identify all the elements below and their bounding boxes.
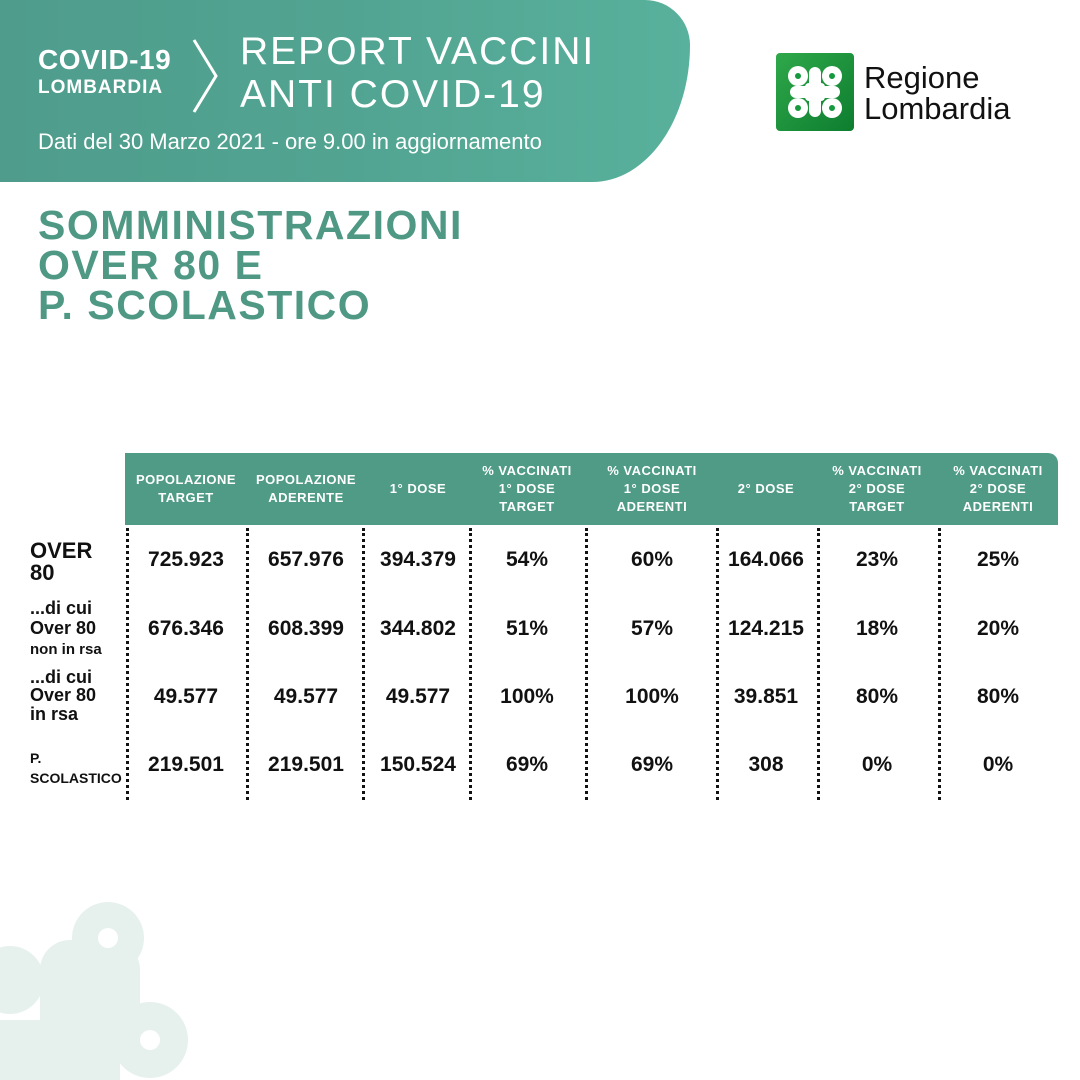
brand-covid-19: COVID-19	[38, 44, 172, 75]
table-cell: 124.215	[728, 617, 804, 640]
column-header-line: POPOLAZIONE	[135, 472, 237, 487]
table-cell: 0%	[982, 753, 1014, 776]
table-cell: 57%	[630, 617, 674, 640]
table-cell: 100%	[625, 685, 679, 708]
table-cell: 51%	[505, 617, 549, 640]
rosa-camuna-icon	[776, 53, 854, 131]
row-label: SCOLASTICO	[30, 770, 122, 786]
row-label: OVER	[30, 538, 93, 563]
table-cell: 219.501	[268, 753, 344, 776]
table-cell: 69%	[505, 753, 549, 776]
row-label: in rsa	[30, 704, 79, 724]
table-cell: 18%	[855, 617, 899, 640]
column-header-line: % VACCINATI	[482, 463, 572, 478]
table-cell: 308	[748, 753, 784, 776]
column-header-line: % VACCINATI	[607, 463, 697, 478]
row-label: P.	[30, 750, 42, 766]
column-header-line: 2° DOSE	[848, 481, 906, 496]
column-header	[247, 453, 365, 525]
row-label: ...di cui	[30, 667, 93, 687]
table-cell: 725.923	[148, 548, 224, 571]
row-label: Over 80	[30, 685, 97, 705]
row-label: ...di cui	[30, 598, 93, 618]
column-header-line: 1° DOSE	[389, 481, 447, 496]
column-header-line: % VACCINATI	[832, 463, 922, 478]
table-cell: 219.501	[148, 753, 224, 776]
column-header-line: POPOLAZIONE	[255, 472, 357, 487]
table-cell: 657.976	[268, 548, 344, 571]
header-banner	[0, 0, 690, 182]
column-divider	[938, 528, 941, 800]
logo-text-regione: Regione	[864, 60, 980, 95]
table-cell: 49.577	[385, 685, 451, 708]
column-header-line: 1° DOSE	[623, 481, 681, 496]
column-header	[943, 453, 1053, 525]
column-header	[822, 453, 932, 525]
regione-lombardia-logo-icon	[776, 53, 854, 131]
row-label: Over 80	[30, 618, 97, 638]
table-cell: 150.524	[380, 753, 456, 776]
column-header-line: 2° DOSE	[969, 481, 1027, 496]
table-cell: 20%	[976, 617, 1020, 640]
column-header-line: 2° DOSE	[737, 481, 795, 496]
table-cell: 49.577	[273, 685, 339, 708]
table-cell: 608.399	[268, 617, 344, 640]
table-cell: 69%	[630, 753, 674, 776]
report-title-line2: ANTI COVID-19	[240, 73, 546, 116]
data-date: Dati del 30 Marzo 2021 - ore 9.00 in aggiornamento	[38, 129, 542, 154]
table-cell: 49.577	[153, 685, 219, 708]
table-header	[125, 453, 1058, 525]
table-cell: 39.851	[733, 685, 799, 708]
table-cell: 54%	[505, 548, 549, 571]
column-header-line: ADERENTE	[268, 490, 344, 505]
column-header	[368, 453, 468, 525]
column-header-line: TARGET	[849, 499, 905, 514]
column-header-line: ADERENTI	[962, 499, 1034, 514]
logo-text-lombardia: Lombardia	[864, 91, 1011, 126]
column-header	[716, 453, 816, 525]
table-cell: 676.346	[148, 617, 224, 640]
column-divider	[246, 528, 249, 800]
table-cell: 80%	[855, 685, 899, 708]
column-header-line: % VACCINATI	[953, 463, 1043, 478]
title-line3: P. SCOLASTICO	[38, 282, 372, 328]
table-cell: 394.379	[380, 548, 456, 571]
column-header-line: TARGET	[158, 490, 214, 505]
table-cell: 100%	[500, 685, 554, 708]
table-cell: 80%	[976, 685, 1020, 708]
row-label: 80	[30, 560, 55, 585]
table-cell: 25%	[976, 548, 1020, 571]
decorative-rosa-camuna-icon	[0, 900, 200, 1080]
row-label: non in rsa	[30, 641, 102, 658]
column-header-line: TARGET	[499, 499, 555, 514]
table-cell: 60%	[630, 548, 674, 571]
report-title-line1: REPORT VACCINI	[240, 30, 596, 73]
column-header-line: ADERENTI	[616, 499, 688, 514]
table-cell: 23%	[855, 548, 899, 571]
column-divider	[126, 528, 129, 800]
table-cell: 164.066	[728, 548, 804, 571]
column-header	[127, 453, 245, 525]
table-cell: 0%	[861, 753, 893, 776]
title-line2: OVER 80 E	[38, 242, 264, 288]
column-divider	[585, 528, 588, 800]
title-line1: SOMMINISTRAZIONI	[38, 202, 463, 248]
table-cell: 344.802	[380, 617, 456, 640]
page-title	[38, 202, 463, 328]
column-header	[592, 453, 712, 525]
column-header-line: 1° DOSE	[498, 481, 556, 496]
chevron-right-icon	[190, 38, 220, 114]
column-header	[472, 453, 582, 525]
brand-lombardia: LOMBARDIA	[38, 77, 164, 98]
